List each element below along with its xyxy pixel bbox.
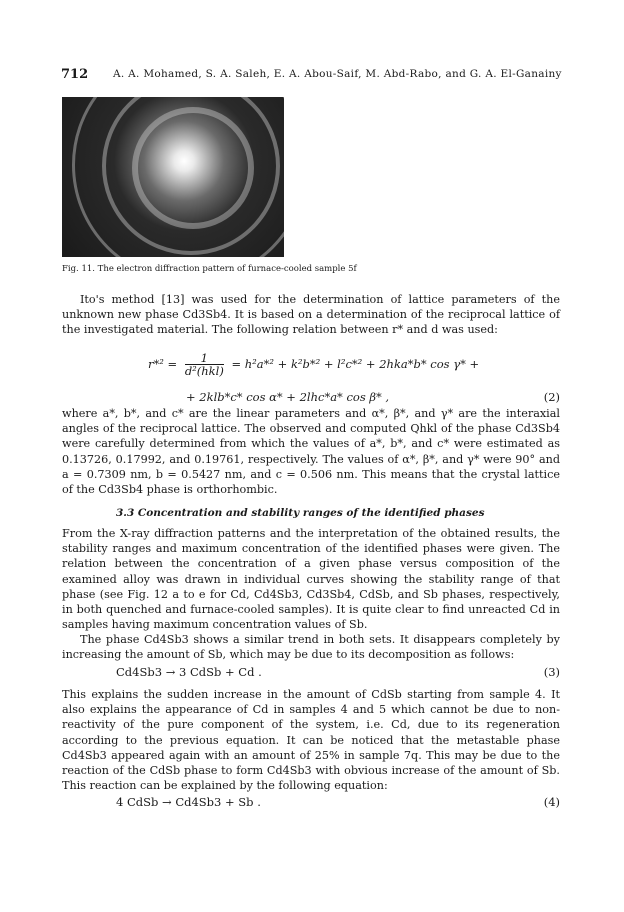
equation-4: 4 CdSb → Cd4Sb3 + Sb . [116, 795, 261, 809]
equation-2-rhs-1: = h²a*² + k²b*² + l²c*² + 2hka*b* cos γ* + [231, 357, 480, 371]
equation-2-lhs: r*² = [148, 357, 178, 371]
section-title: 3.3 Concentration and stability ranges of the identified phases [116, 507, 485, 519]
equation-2-number: (2) [543, 390, 560, 404]
paragraph-cdsb-increase: This explains the sudden increase in the amount of CdSb starting from sample 4. It also explains the appearance of Cd in samples 4 and 5 which cannot be due to non-reactivity of the pure component of the system, i.e. Cd, due to its regeneration according to the previous equation. It can be noticed that the metastable phase Cd4Sb3 appeared again with an amount of 25% in sample 7q. This may be due to the reaction of the CdSb phase to form Cd4Sb3 with obvious increase of the amount of Sb. This reaction can be explained by the following equation: [62, 688, 560, 793]
electron-diffraction-image [62, 97, 284, 257]
equation-3-number: (3) [543, 665, 560, 679]
running-head: A. A. Mohamed, S. A. Saleh, E. A. Abou-Saif, M. Abd-Rabo, and G. A. El-Ganainy [113, 68, 562, 80]
equation-4-number: (4) [543, 795, 560, 809]
equation-2-rhs-2: + 2klb*c* cos α* + 2lhc*a* cos β* , [186, 390, 390, 404]
paragraph-stability-ranges: From the X-ray diffraction patterns and the interpretation of the obtained results, the stability ranges and maximum concentration of the identified phases were given. The relation between the concentration of a given phase versus composition of the examined alloy was drawn in individual curves showing the stability range of that phase (see Fig. 12 a to e for Cd, Cd4Sb3, Cd3Sb4, CdSb, and Sb phases, respectively, in both quenched and furnace-cooled samples). It is quite clear to find unreacted Cd in samples having maximum concentration values of Sb. [62, 527, 560, 632]
paragraph-ito-method: Ito's method [13] was used for the determination of lattice parameters of the unknown new phase Cd3Sb4. It is based on a determination of the reciprocal lattice of the investigated material. The following relation between r* and d was used: [62, 293, 560, 337]
equation-2-denominator: d²(hkl) [184, 364, 224, 378]
equation-2-fraction [185, 352, 224, 378]
figure-caption: Fig. 11. The electron diffraction pattern of furnace-cooled sample 5f [62, 264, 357, 274]
paragraph-reciprocal-lattice: where a*, b*, and c* are the linear parameters and α*, β*, and γ* are the interaxial angles of the reciprocal lattice. The observed and computed Qhkl of the phase Cd3Sb4 were carefully determined from which the values of a*, b*, and c* were estimated as 0.13726, 0.17992, and 0.19761, respectively. The values of α*, β*, and γ* were 90° and a = 0.7309 nm, b = 0.5427 nm, and c = 0.506 nm. This means that the crystal lattice of the Cd3Sb4 phase is orthorhombic. [62, 407, 560, 497]
equation-2-line-1 [148, 352, 479, 378]
paragraph-cd4sb3-trend: The phase Cd4Sb3 shows a similar trend in both sets. It disappears completely by increasing the amount of Sb, which may be due to its decomposition as follows: [62, 633, 560, 662]
page-number: 712 [61, 67, 89, 82]
equation-2-numerator: 1 [185, 352, 224, 365]
equation-3: Cd4Sb3 → 3 CdSb + Cd . [116, 665, 262, 679]
